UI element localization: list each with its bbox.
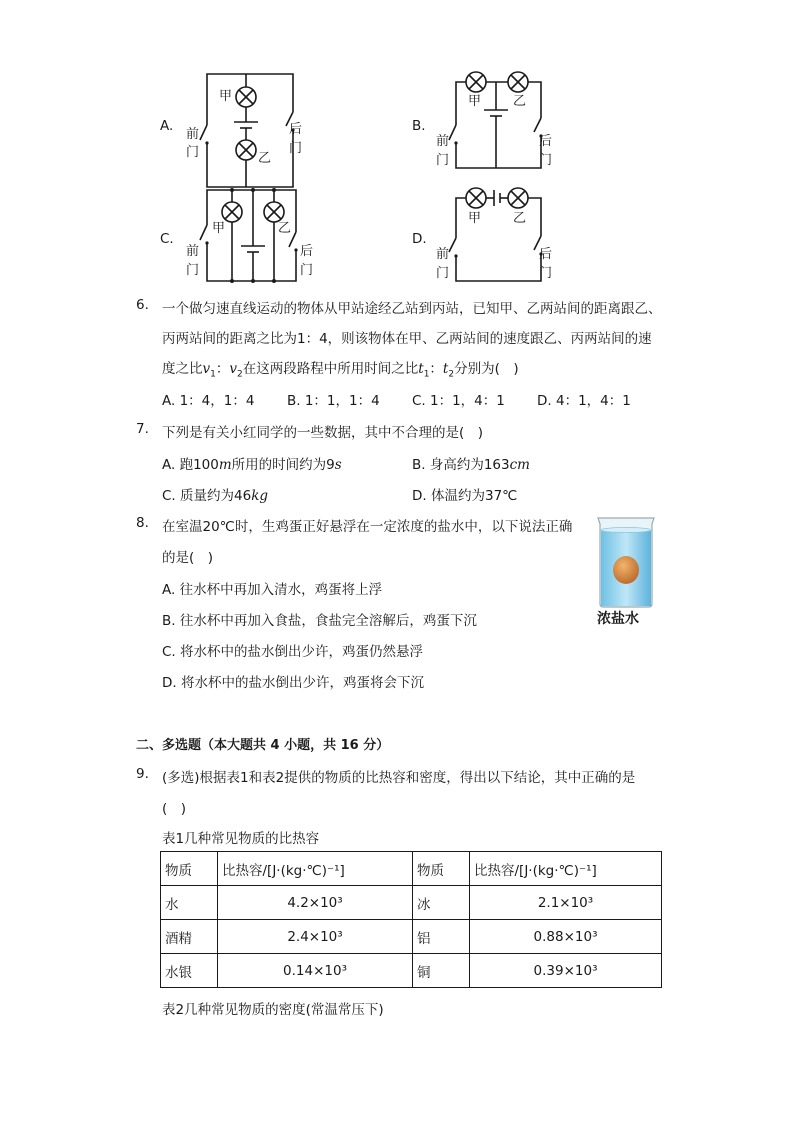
circuit-a-lamp2-label: 乙 (258, 151, 272, 166)
table-cell: 酒精 (161, 920, 218, 954)
table-caption: 表2几种常见物质的密度(常温常压下) (162, 1002, 384, 1018)
circuit-c-front2: 门 (186, 263, 200, 278)
option-d: D. 4：1，4：1 (537, 393, 631, 409)
option-b: B. 身高约为163cm (412, 457, 530, 473)
circuit-d-back1: 后 (539, 247, 553, 262)
circuit-c-back1: 后 (300, 244, 314, 259)
circuit-a (160, 74, 302, 187)
table-header-cell: 物质 (161, 852, 218, 886)
figure-caption: 浓盐水 (597, 611, 639, 627)
question-number: 9. (136, 766, 149, 782)
question-text-line: 下列是有关小红同学的一些数据，其中不合理的是( ) (162, 425, 484, 441)
question-number: 7. (136, 421, 149, 437)
table-header-cell: 物质 (413, 852, 470, 886)
circuit-c-lamp1-label: 甲 (212, 221, 226, 236)
circuit-a-front1: 前 (186, 127, 200, 142)
circuit-d-back2: 门 (539, 266, 553, 281)
table-cell: 铜 (413, 954, 470, 988)
option-a: A. 往水杯中再加入清水，鸡蛋将上浮 (162, 582, 383, 598)
circuit-d-letter: D. (412, 231, 427, 247)
table-caption: 表1几种常见物质的比热容 (162, 831, 320, 847)
circuit-b-front1: 前 (436, 134, 450, 149)
circuit-c (160, 188, 313, 283)
table-row (161, 954, 662, 988)
option-c: C. 将水杯中的盐水倒出少许，鸡蛋仍然悬浮 (162, 644, 424, 660)
question-text-line: 度之比$v_1$：$v_2$在这两段路程中所用时间之比$t_1$：$t_2$分别为( ) (162, 361, 519, 380)
table-cell: 水 (161, 886, 218, 920)
circuit-b-lamp1-label: 甲 (468, 94, 482, 109)
option-c: C. 质量约为46kg (162, 488, 269, 504)
circuit-b-letter: B. (412, 118, 426, 134)
question-text-line: 的是( ) (162, 550, 214, 566)
option-a: A. 跑100m所用的时间约为9s (162, 457, 342, 473)
circuit-b-lamp2-label: 乙 (513, 94, 527, 109)
beaker-egg-image (594, 514, 658, 608)
specific-heat-table (160, 851, 662, 988)
question-text-line: 丙两站间的距离之比为1：4，则该物体在甲、乙两站间的速度跟乙、丙两站间的速 (162, 331, 652, 347)
table-cell: 2.4×10³ (218, 920, 413, 954)
table-cell: 0.88×10³ (470, 920, 662, 954)
circuit-a-front2: 门 (186, 145, 200, 160)
circuit-b-front2: 门 (436, 153, 450, 168)
table-header-row (161, 852, 662, 886)
table-row (161, 886, 662, 920)
table-cell: 4.2×10³ (218, 886, 413, 920)
question-text-line: 在室温20℃时，生鸡蛋正好悬浮在一定浓度的盐水中，以下说法正确 (162, 519, 573, 535)
circuit-b (412, 72, 552, 168)
circuit-b-back1: 后 (539, 134, 553, 149)
option-d: D. 将水杯中的盐水倒出少许，鸡蛋将会下沉 (162, 675, 424, 691)
option-b: B. 往水杯中再加入食盐，食盐完全溶解后，鸡蛋下沉 (162, 613, 477, 629)
question-number: 8. (136, 515, 149, 531)
option-d: D. 体温约为37℃ (412, 488, 518, 504)
table-cell: 水银 (161, 954, 218, 988)
table-cell: 0.39×10³ (470, 954, 662, 988)
table-cell: 2.1×10³ (470, 886, 662, 920)
circuit-b-back2: 门 (539, 153, 553, 168)
table-header-cell: 比热容/[J·(kg·℃)⁻¹] (470, 852, 662, 886)
section-heading: 二、多选题（本大题共 4 小题，共 16 分） (136, 738, 390, 753)
circuit-a-lamp1-label: 甲 (219, 89, 233, 104)
option-b: B. 1：1，1：4 (287, 393, 380, 409)
table-cell: 冰 (413, 886, 470, 920)
question-text-line: (多选)根据表1和表2提供的物质的比热容和密度，得出以下结论，其中正确的是 (162, 770, 636, 786)
table-cell: 0.14×10³ (218, 954, 413, 988)
circuit-c-back2: 门 (300, 263, 314, 278)
circuit-d-lamp2-label: 乙 (513, 211, 527, 226)
circuit-a-letter: A. (160, 118, 174, 134)
circuit-c-lamp2-label: 乙 (278, 221, 292, 236)
question-text-line: ( ) (162, 801, 187, 817)
option-a: A. 1：4，1：4 (162, 393, 255, 409)
circuit-a-back2: 门 (289, 141, 303, 156)
circuit-d-lamp1-label: 甲 (468, 211, 482, 226)
circuit-a-back1: 后 (289, 122, 303, 137)
circuit-c-letter: C. (160, 231, 174, 247)
circuit-d-front1: 前 (436, 247, 450, 262)
table-header-cell: 比热容/[J·(kg·℃)⁻¹] (218, 852, 413, 886)
table-cell: 铝 (413, 920, 470, 954)
option-c: C. 1：1，4：1 (412, 393, 505, 409)
circuit-d (412, 188, 552, 281)
circuit-d-front2: 门 (436, 266, 450, 281)
circuit-diagrams (0, 0, 794, 290)
table-row (161, 920, 662, 954)
circuit-c-front1: 前 (186, 244, 200, 259)
question-text-line: 一个做匀速直线运动的物体从甲站途经乙站到丙站，已知甲、乙两站间的距离跟乙、 (162, 301, 662, 317)
question-number: 6. (136, 297, 149, 313)
